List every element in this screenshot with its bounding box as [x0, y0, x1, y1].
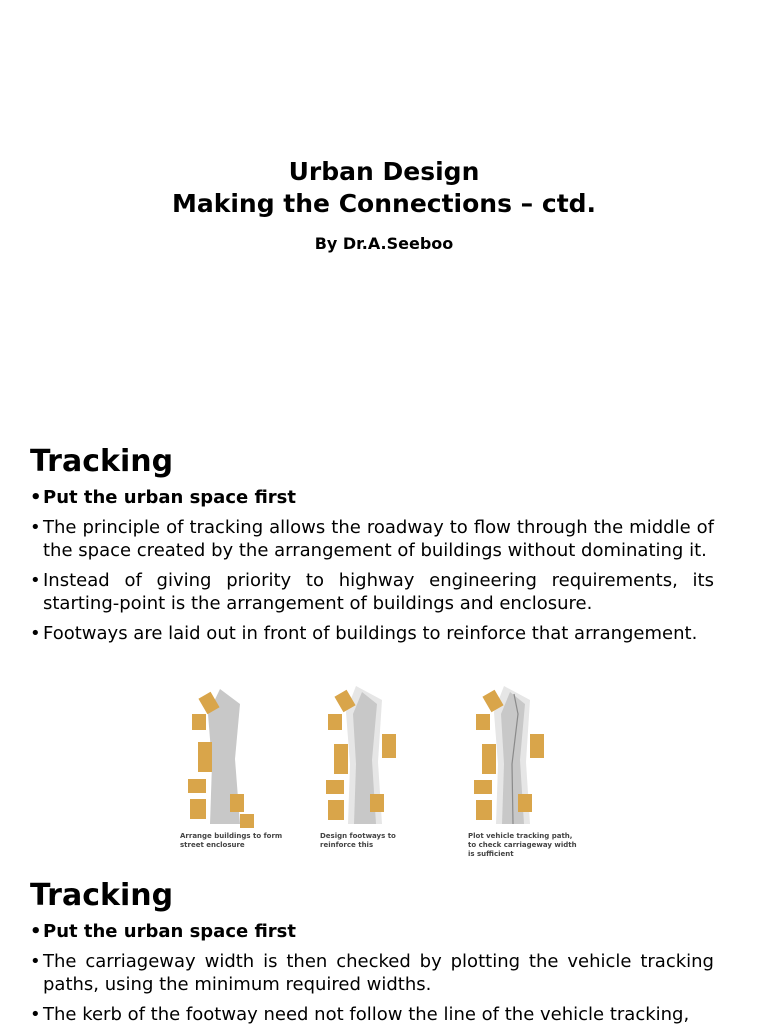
diagram-vehicle-tracking — [468, 684, 618, 864]
diagram-caption: Plot vehicle tracking path, to check carriageway width is sufficient — [468, 832, 577, 858]
bullet-item: • The carriageway width is then checked by plotting the vehicle tracking paths, using the minimum required widths. — [30, 950, 714, 996]
slide-heading: Tracking — [30, 878, 174, 913]
bullet-item: • The principle of tracking allows the roadway to flow through the middle of the space created by the arrangement of buildings without dominating it. — [30, 516, 714, 562]
slide-tracking-1 — [30, 444, 714, 652]
bullet-item: • Instead of giving priority to highway engineering requirements, its starting-point is the arrangement of buildings and enclosure. — [30, 569, 714, 615]
footways-illustration — [320, 684, 410, 829]
slide-tracking-2 — [30, 878, 714, 1033]
slide-heading: Tracking — [30, 444, 174, 479]
tracking-diagram-row — [180, 684, 600, 864]
cover-author: By Dr.A.Seeboo — [314, 234, 454, 253]
cover-title: Urban Design — [288, 157, 480, 186]
diagram-footways — [320, 684, 470, 864]
diagram-street-enclosure — [180, 684, 330, 864]
cover-title-block — [0, 156, 768, 253]
bullet-item: • Put the urban space first — [30, 920, 714, 943]
diagram-caption: Arrange buildings to form street enclosure — [180, 832, 283, 849]
bullet-list — [30, 920, 714, 1026]
bullet-item: • The kerb of the footway need not follow the line of the vehicle tracking, — [30, 1003, 714, 1026]
cover-subtitle: Making the Connections – ctd. — [171, 189, 597, 218]
street-enclosure-illustration — [180, 684, 270, 829]
diagram-caption: Design footways to reinforce this — [320, 832, 396, 849]
bullet-item: • Put the urban space first — [30, 486, 714, 509]
bullet-list — [30, 486, 714, 645]
vehicle-tracking-illustration — [468, 684, 558, 829]
bullet-item: • Footways are laid out in front of buildings to reinforce that arrangement. — [30, 622, 714, 645]
